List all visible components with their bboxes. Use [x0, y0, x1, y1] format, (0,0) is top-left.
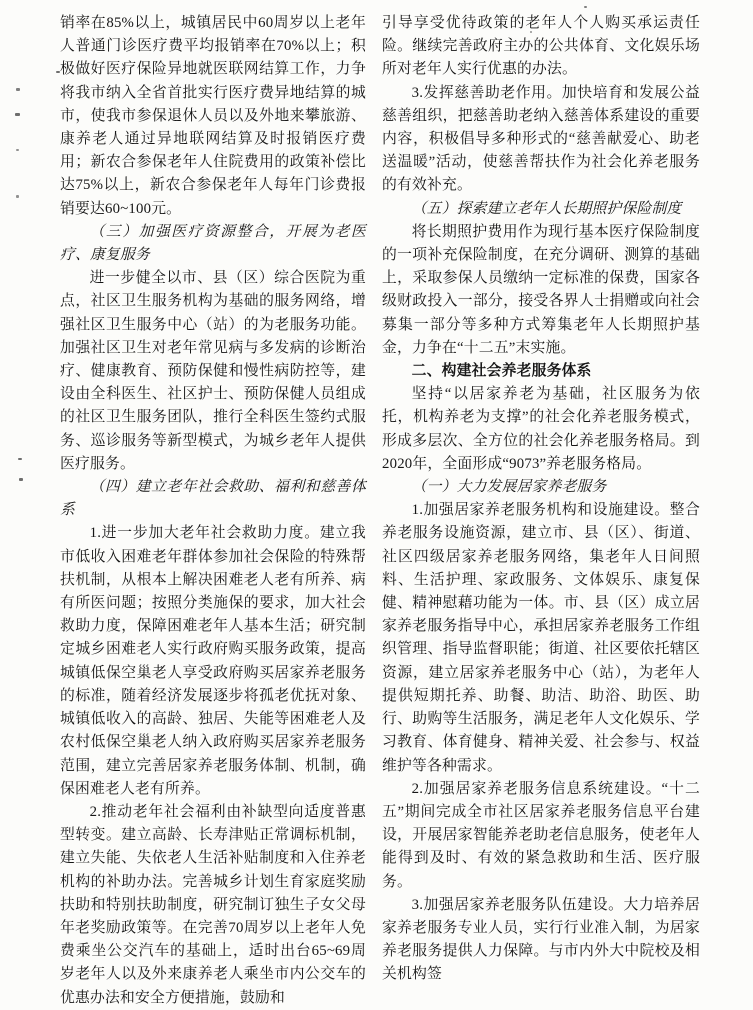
scan-speck — [16, 195, 19, 198]
scan-speck — [15, 113, 20, 116]
paragraph-2-home-care-information-system: 2.加强居家养老服务信息系统建设。“十二五”期间完成全市社区居家养老服务信息平台建设，开展居家智能养老助老信息服务，使老年人能得到及时、有效的紧急救助和生活、医疗服务。 — [382, 780, 700, 890]
paragraph-9073-pattern: 坚持“以居家养老为基础，社区服务为依托，机构养老为支撑”的社会化养老服务模式，形成多层次、全方位的社会化养老服务格局。到2020年，全面形成“9073”养老服务格局。 — [382, 386, 700, 472]
scan-speck — [16, 88, 20, 91]
paragraph-3-home-care-workforce: 3.加强居家养老服务队伍建设。大力培养居家养老服务专业人员，实行行业准入制，为居家养老服务提供人力保障。与市内外大中院校及相关机构签 — [382, 896, 700, 983]
heading-section-4-social-assistance: （四）建立老年社会救助、福利和慈善体系 — [60, 479, 366, 519]
paragraph-medical-reimbursement: 销率在85%以上，城镇居民中60周岁以上老年人普通门诊医疗费平均报销率在70%以上；积极做好医疗保险异地就医联网结算工作，力争将我市纳入全省首批实行医疗费异地结算的城市，使我市参保退休人员以及外地来攀旅游、康养老人通过异地联网结算及时报销医疗费用；新农合参保老年人住院费用的政策补偿比达75%以上，新农合参保老年人每年门诊费报销要达60~100元。 — [60, 15, 366, 217]
heading-part-2-elderly-service-system: 二、构建社会养老服务体系 — [411, 363, 592, 380]
heading-section-1-home-care: （一）大力发展居家养老服务 — [411, 479, 607, 496]
paragraph-2-welfare-transition: 2.推动老年社会福利由补缺型向适度普惠型转变。建立高龄、长寿津贴正常调标机制，建立失能、失依老人生活补贴制度和入住养老机构的补助办法。完善城乡计划生育家庭奖励扶助和特别扶助制度，研究制订独生子女父母年老奖励政策等。在完善70周岁以上老年人免费乘坐公交汽车的基础上，适时出台65~69周岁老年人以及外来康养老人乘坐市内公交车的优惠办法和安全方便措施，鼓励和 — [60, 803, 366, 1006]
paragraph-longterm-care-fund: 将长期照护费用作为现行基本医疗保险制度的一项补充保险制度，在充分调研、测算的基础上，采取参保人员缴纳一定标准的保费，国家各级财政投入一部分，接受各界人士捐赠或向社会募集一部分等多种方式筹集老年人长期照护基金，力争在“十二五”末实施。 — [382, 223, 700, 356]
paragraph-community-health-services: 进一步健全以市、县（区）综合医院为重点，社区卫生服务机构为基础的服务网络，增强社区卫生服务中心（站）的为老服务功能。加强社区卫生对老年常见病与多发病的诊断治疗、健康教育、预防保健和慢性病防控等，建设由全科医生、社区护士、预防保健人员组成的社区卫生服务团队，推行全科医生签约式服务、巡诊服务等新型模式，为城乡老年人提供医疗服务。 — [60, 270, 366, 472]
scan-speck — [18, 458, 22, 460]
scan-speck — [16, 149, 19, 151]
right-column — [382, 12, 700, 1010]
scan-speck — [584, 6, 587, 8]
two-column-text — [60, 12, 700, 1010]
scan-speck — [19, 478, 23, 481]
paragraph-1-home-care-facilities: 1.加强居家养老服务机构和设施建设。整合养老服务设施资源，建立市、县（区）、街道、社区四级居家养老服务网络，集老年人日间照料、生活护理、家政服务、文体娱乐、康复保健、精神慰藉功能为一体。市、县（区）成立居家养老服务指导中心，承担居家养老服务工作组织管理、指导监督职能；街道、社区要依托辖区资源，建立居家养老服务中心（站），为老年人提供短期托养、助餐、助洁、助浴、助医、助行、助购等生活服务，满足老年人文化娱乐、学习教育、体育健身、精神关爱、社会参与、权益维护等各种需求。 — [382, 502, 700, 774]
heading-section-3-medical-resources: （三）加强医疗资源整合，开展为老医疗、康复服务 — [60, 223, 366, 264]
heading-section-5-longterm-care-insurance: （五）探索建立老年人长期照护保险制度 — [411, 200, 682, 217]
paragraph-liability-insurance: 引导享受优待政策的老年人个人购买承运责任险。继续完善政府主办的公共体育、文化娱乐场所对老年人实行优惠的办法。 — [382, 15, 700, 78]
left-column — [60, 12, 366, 1010]
paragraph-3-charity-role: 3.发挥慈善助老作用。加快培育和发展公益慈善组织，把慈善助老纳入慈善体系建设的重要内容，积极倡导多种形式的“慈善献爱心、助老送温暖”活动，使慈善帮扶作为社会化养老服务的有效补充。 — [382, 84, 700, 194]
paragraph-1-social-assistance: 1.进一步加大老年社会救助力度。建立我市低收入困难老年群体参加社会保险的特殊帮扶机制，从根本上解决困难老人老有所养、病有所医问题；按照分类施保的要求，加大社会救助力度，保障困难老年人基本生活；研究制定城乡困难老人实行政府购买服务政策，提高城镇低保空巢老人享受政府购买居家养老服务的标准，随着经济发展逐步将孤老优抚对象、城镇低收入的高龄、独居、失能等困难老人及农村低保空巢老人纳入政府购买居家养老服务范围，建立完善居家养老服务体制、机制，确保困难老人老有所养。 — [60, 525, 366, 797]
